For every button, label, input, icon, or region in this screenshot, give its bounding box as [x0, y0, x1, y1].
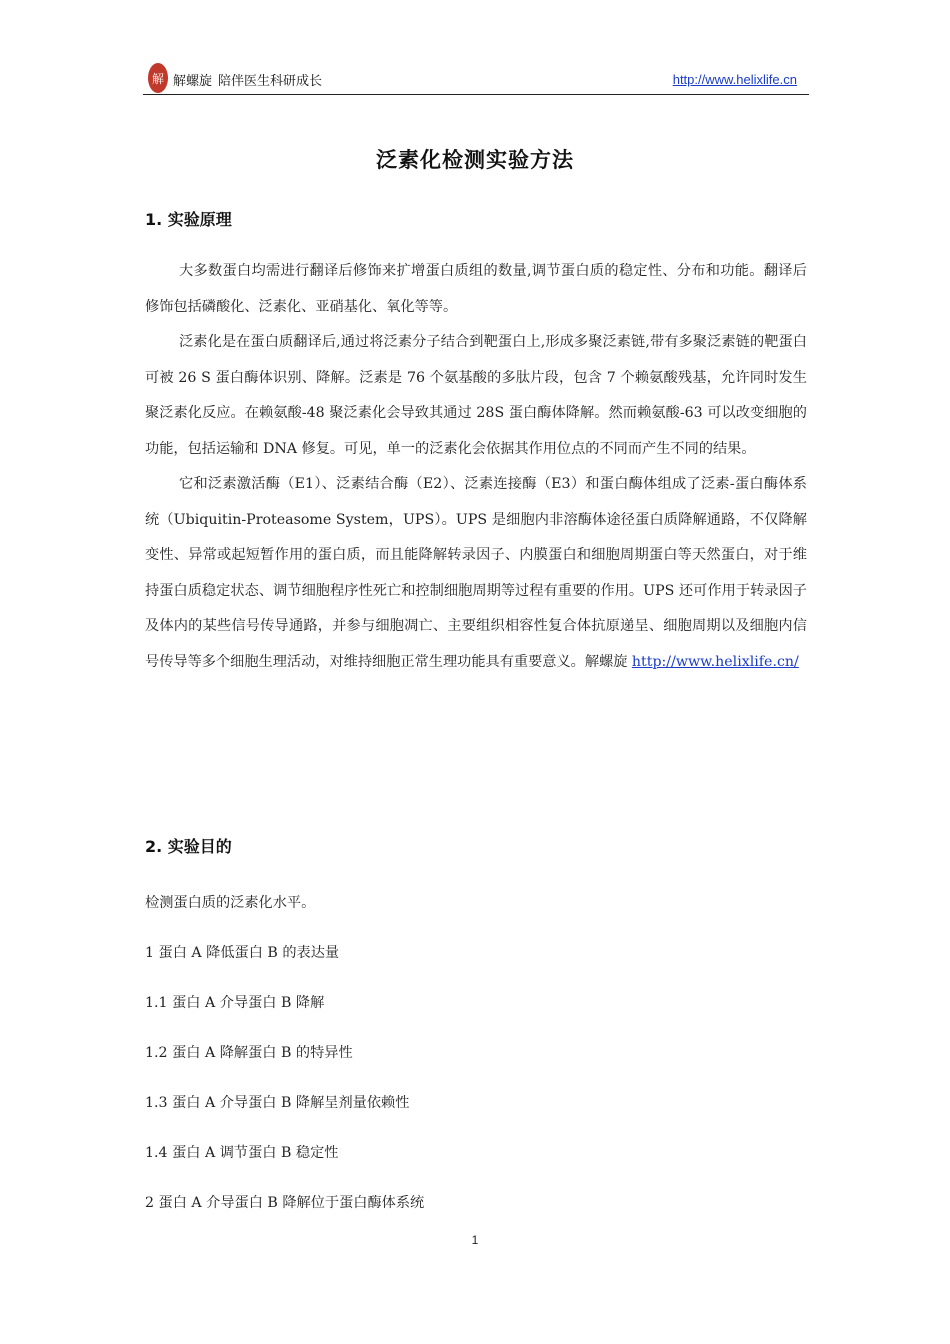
- page-header: [143, 60, 809, 95]
- brand: [173, 70, 322, 89]
- purpose-line: 检测蛋白质的泛素化水平。: [145, 895, 316, 911]
- purpose-line: 1.1 蛋白 A 介导蛋白 B 降解: [145, 995, 325, 1011]
- brand-name: 解螺旋: [173, 74, 213, 89]
- paragraph: 泛素化是在蛋白质翻译后,通过将泛素分子结合到靶蛋白上,形成多聚泛素链,带有多聚泛素链的靶蛋白可被 26 S 蛋白酶体识别、降解。泛素是 76 个氨基酸的多肽片段，包含 7 个赖氨酸残基，允许同时发生聚泛素化反应。在赖氨酸-48 聚泛素化会导致其通过 28S 蛋白酶体降解。然而赖氨酸-63 可以改变细胞的功能，包括运输和 DNA 修复。可见，单一的泛素化会依据其作用位点的不同而产生不同的结果。: [145, 334, 807, 457]
- purpose-line: 1.2 蛋白 A 降解蛋白 B 的特异性: [145, 1045, 353, 1061]
- section-heading-purpose: 2. 实验目的: [145, 837, 232, 856]
- purpose-line: 1.4 蛋白 A 调节蛋白 B 稳定性: [145, 1145, 339, 1161]
- section-heading-principle: 1. 实验原理: [145, 210, 232, 229]
- helixlife-link[interactable]: http://www.helixlife.cn/: [631, 653, 799, 670]
- purpose-line: 1.3 蛋白 A 介导蛋白 B 降解呈剂量依赖性: [145, 1095, 410, 1111]
- paragraph: [145, 467, 807, 680]
- purpose-line: 2 蛋白 A 介导蛋白 B 降解位于蛋白酶体系统: [145, 1195, 425, 1211]
- purpose-line: 1 蛋白 A 降低蛋白 B 的表达量: [145, 945, 340, 961]
- document-title: 泛素化检测实验方法: [376, 148, 574, 172]
- header-url-link[interactable]: http://www.helixlife.cn: [672, 72, 797, 87]
- helixlife-logo-icon: [147, 62, 169, 94]
- paragraph-text: 它和泛素激活酶（E1）、泛素结合酶（E2）、泛素连接酶（E3）和蛋白酶体组成了泛素-蛋白酶体系统（Ubiquitin-Proteasome System，UPS）。UPS 是细胞内非溶酶体途径蛋白质降解通路，不仅降解变性、异常或起短暂作用的蛋白质，而且能降解转录因子、内膜蛋白和细胞周期蛋白等天然蛋白，对于维持蛋白质稳定状态、调节细胞程序性死亡和控制细胞周期等过程有重要的作用。UPS 还可作用于转录因子及体内的某些信号传导通路，并参与细胞凋亡、主要组织相容性复合体抗原递呈、细胞周期以及细胞内信号传导等多个细胞生理活动，对维持细胞正常生理功能具有重要意义。解螺旋: [145, 476, 807, 670]
- section-principle-body: [145, 254, 807, 680]
- svg-text:解: 解: [151, 72, 165, 86]
- page-number: 1: [471, 1233, 479, 1247]
- brand-slogan: 陪伴医生科研成长: [218, 74, 323, 89]
- paragraph: 大多数蛋白均需进行翻译后修饰来扩增蛋白质组的数量,调节蛋白质的稳定性、分布和功能。翻译后修饰包括磷酸化、泛素化、亚硝基化、氧化等等。: [145, 263, 807, 315]
